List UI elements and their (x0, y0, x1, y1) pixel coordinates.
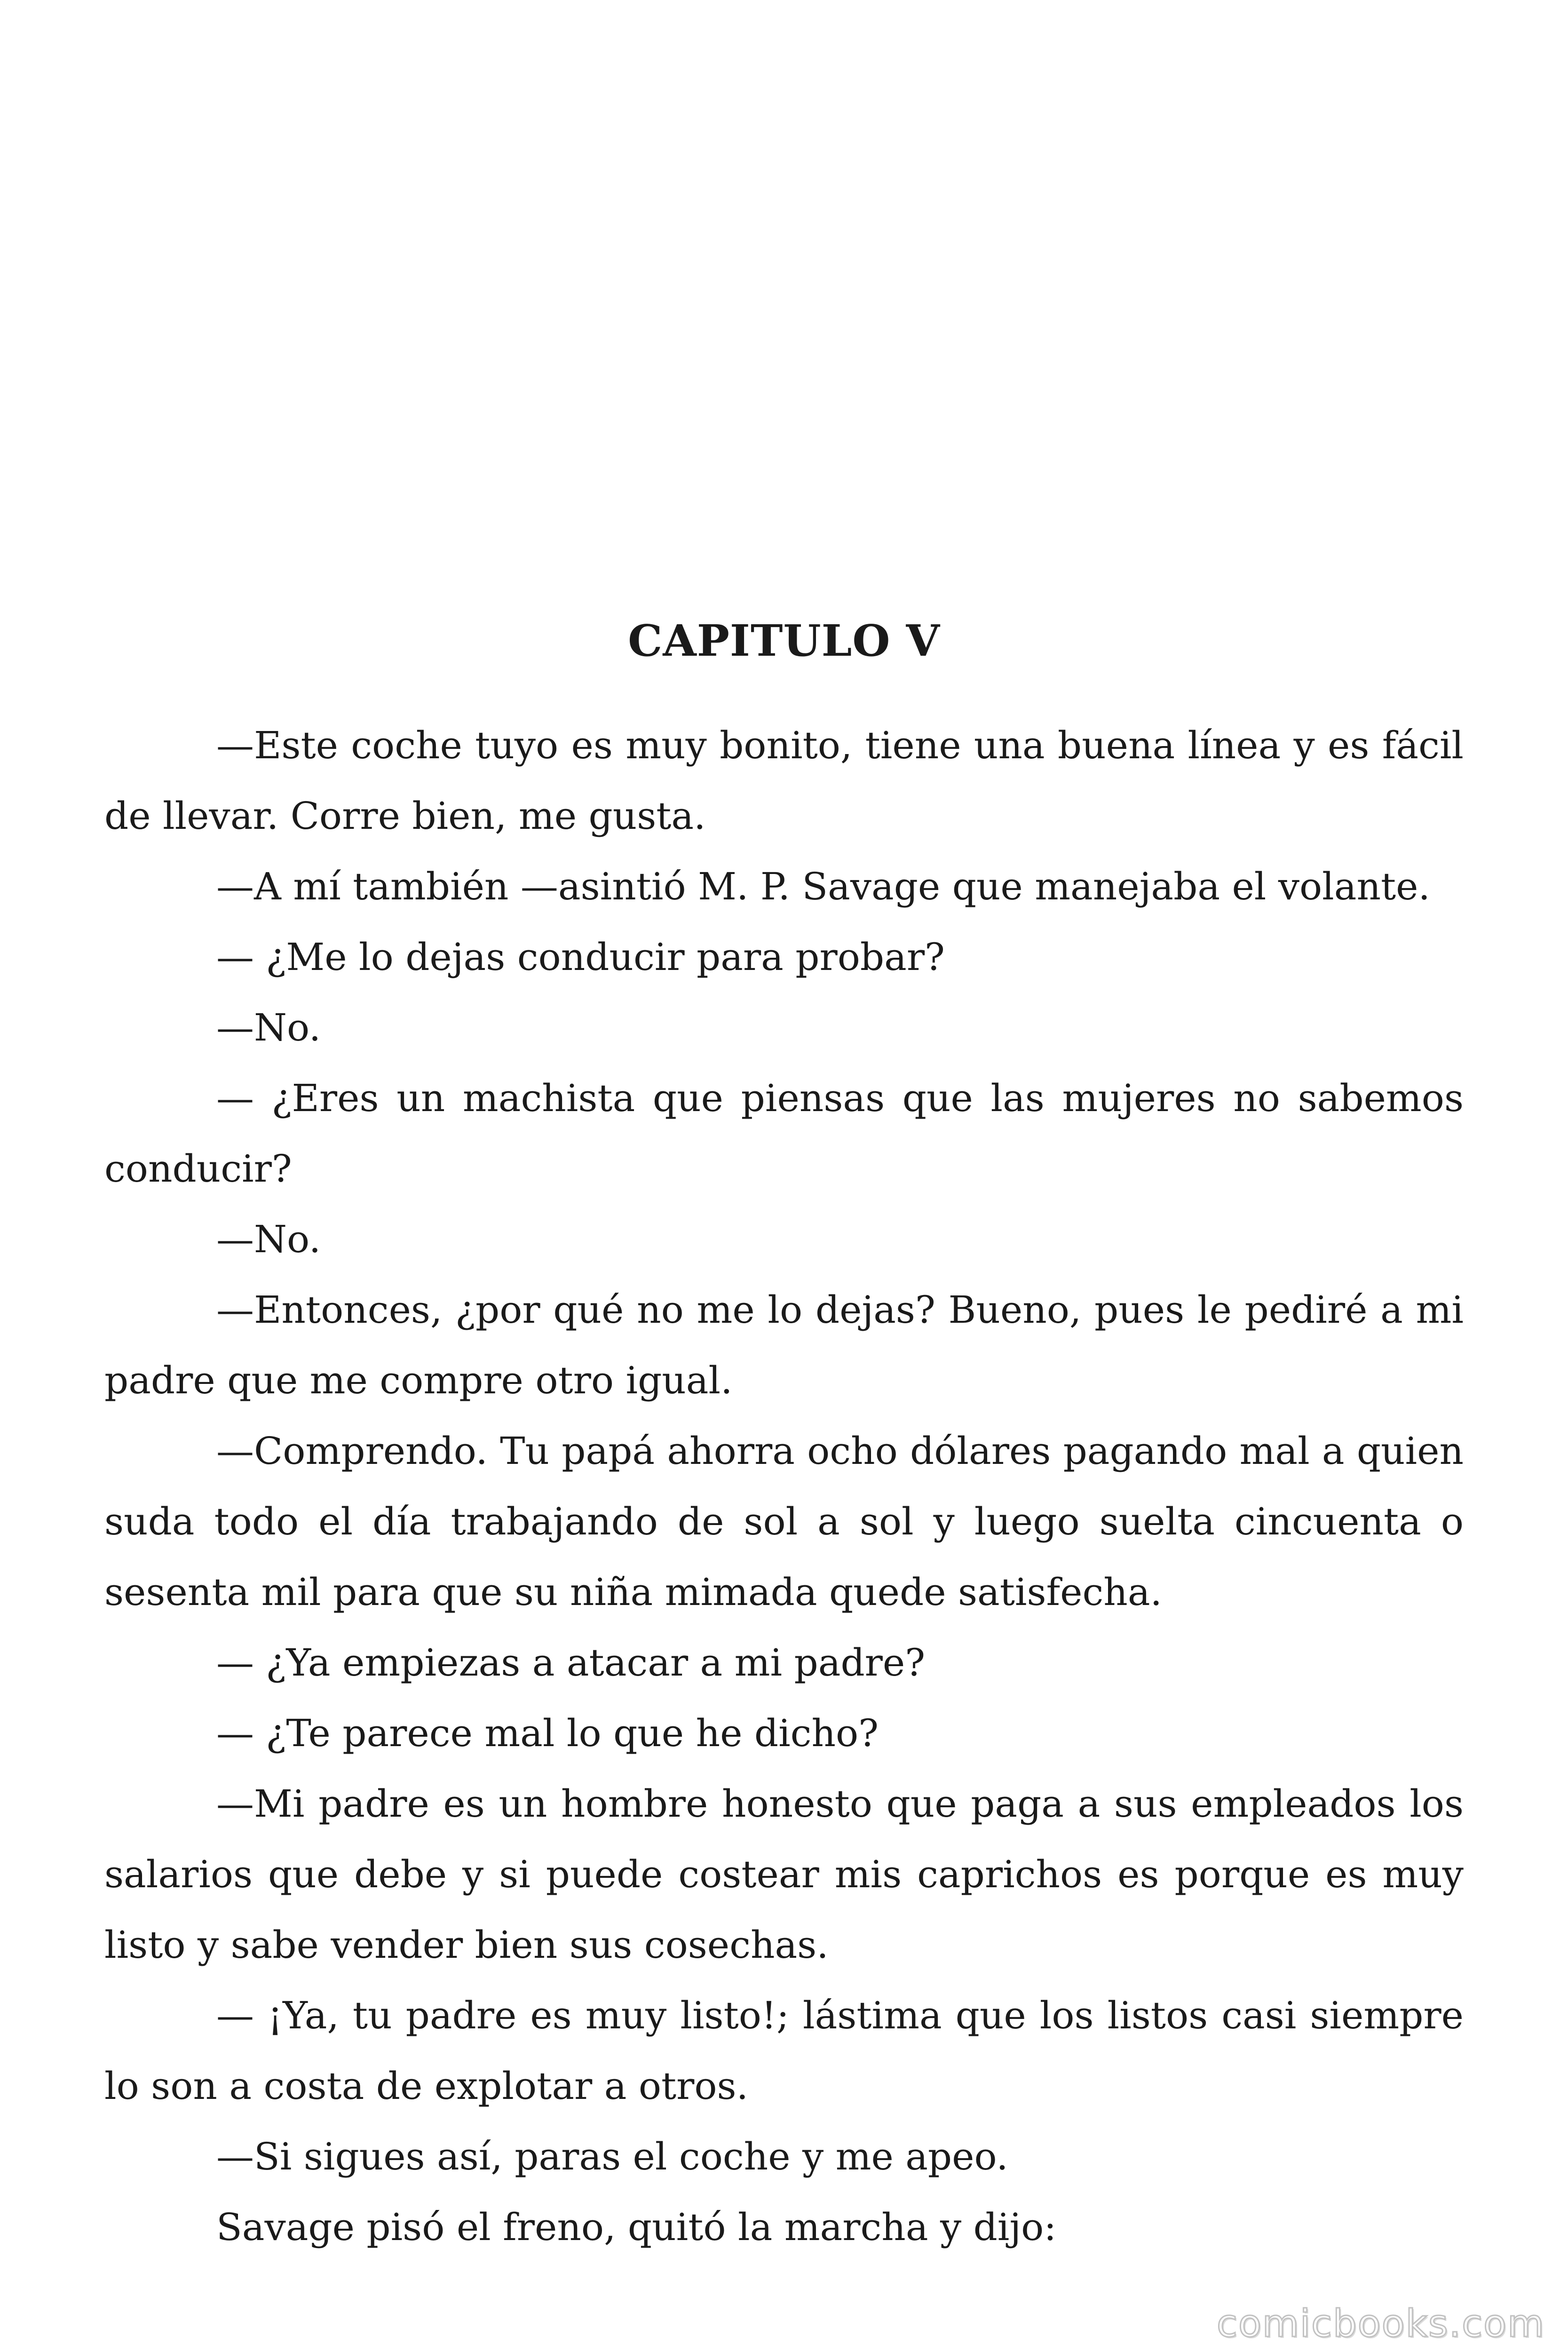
paragraph: — ¿Me lo dejas conducir para probar? (216, 935, 945, 979)
chapter-title: CAPITULO V (628, 615, 940, 666)
paragraph: — ¿Ya empiezas a atacar a mi padre? (216, 1641, 926, 1685)
paragraph: Savage pisó el freno, quitó la marcha y dijo: (216, 2205, 1057, 2249)
paragraph: — ¿Eres un machista que piensas que las mujeres no sabemos conducir? (104, 1076, 1464, 1191)
paragraph: —Este coche tuyo es muy bonito, tiene una buena línea y es fácil de llevar. Corre bien, me gusta. (104, 723, 1464, 838)
watermark: comicbooks.com (1216, 2302, 1545, 2345)
paragraph: —Mi padre es un hombre honesto que paga a sus empleados los salarios que debe y si puede costear mis caprichos es porque es muy listo y sabe vender bien sus cosechas. (104, 1782, 1464, 1967)
paragraph: — ¡Ya, tu padre es muy listo!; lástima que los listos casi siempre lo son a costa de explotar a otros. (104, 1994, 1464, 2108)
paragraph: — ¿Te parece mal lo que he dicho? (216, 1711, 879, 1755)
chapter-body (104, 710, 1464, 2263)
paragraph: —A mí también —asintió M. P. Savage que manejaba el volante. (216, 865, 1430, 908)
paragraph: —No. (216, 1006, 321, 1049)
paragraph: —Si sigues así, paras el coche y me apeo. (216, 2135, 1008, 2178)
paragraph: —No. (216, 1217, 321, 1261)
paragraph: —Entonces, ¿por qué no me lo dejas? Bueno, pues le pediré a mi padre que me compre otro igual. (104, 1288, 1464, 1402)
paragraph: —Comprendo. Tu papá ahorra ocho dólares pagando mal a quien suda todo el día trabajando de sol a sol y luego suelta cincuenta o sesenta mil para que su niña mimada quede satisfecha. (104, 1429, 1464, 1614)
